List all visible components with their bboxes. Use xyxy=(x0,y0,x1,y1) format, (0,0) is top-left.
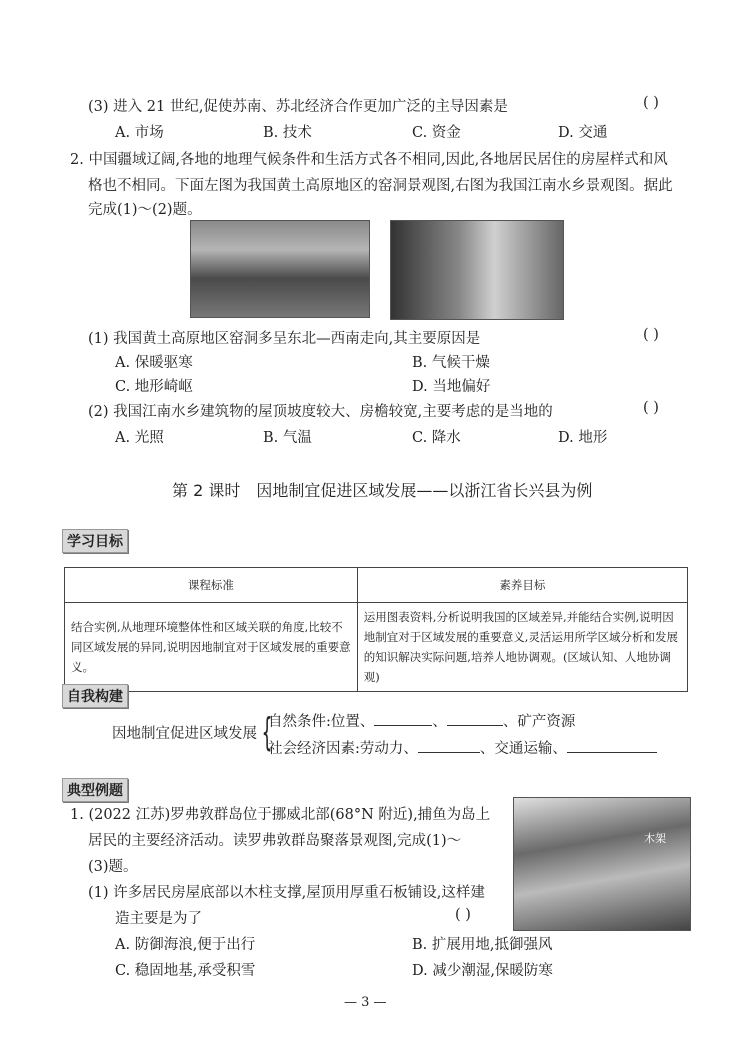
cave-dwelling-photo xyxy=(190,220,370,318)
build-natural xyxy=(268,710,575,731)
option: C. 降水 xyxy=(412,430,461,446)
q3-stem: (3) 进入 21 世纪,促使苏南、苏北经济合作更加广泛的主导因素是 xyxy=(88,99,508,115)
option: C. 资金 xyxy=(412,125,461,141)
brace: { xyxy=(261,710,273,754)
option: B. 气温 xyxy=(263,430,312,446)
label: 、交通运输、 xyxy=(479,741,567,757)
table-header: 课程标准 xyxy=(65,568,358,603)
option: D. 当地偏好 xyxy=(412,379,491,395)
table-cell: 运用图表资料,分析说明我国的区域差异,并能结合实例,说明因地制宜对于区域发展的重要意义,灵活运用所学区域分析和发展的知识解决实际问题,培养人地协调观。(区域认知、人地协调观) xyxy=(357,603,687,692)
photo-label: 木架 xyxy=(644,832,666,845)
example-stem-line: 1. (2022 江苏)罗弗敦群岛位于挪威北部(68°N 附近),捕鱼为岛上 xyxy=(70,807,491,823)
option: B. 气候干燥 xyxy=(412,355,490,371)
option: D. 交通 xyxy=(558,125,608,141)
example-sub1-stem: (1) 许多居民房屋底部以木柱支撑,屋顶用厚重石板铺设,这样建 xyxy=(88,885,485,901)
option: A. 光照 xyxy=(115,430,164,446)
label: 、矿产资源 xyxy=(502,714,576,730)
build-social xyxy=(268,737,657,758)
answer-paren: ( ) xyxy=(455,907,471,923)
option: A. 防御海浪,便于出行 xyxy=(115,937,256,953)
q2-stem-line: 2. 中国疆域辽阔,各地的地理气候条件和生活方式各不相同,因此,各地居民居住的房屋样式和风 xyxy=(70,152,668,168)
section-tag-example: 典型例题 xyxy=(62,778,128,802)
answer-paren: ( ) xyxy=(643,400,659,416)
q2-stem-line: 格也不相同。下面左图为我国黄土高原地区的窑洞景观图,右图为我国江南水乡景观图。据此 xyxy=(88,178,673,194)
lofoten-settlement-photo xyxy=(513,797,691,931)
answer-paren: ( ) xyxy=(643,327,659,343)
option: D. 地形 xyxy=(558,430,608,446)
answer-paren: ( ) xyxy=(643,95,659,111)
label: 、 xyxy=(432,714,447,730)
page-number: — 3 — xyxy=(344,995,387,1010)
table-cell: 结合实例,从地理环境整体性和区域关联的角度,比较不同区域发展的异同,说明因地制宜对于区域发展的重要意义。 xyxy=(65,603,358,692)
fill-blank[interactable] xyxy=(418,738,480,753)
q2-sub1-stem: (1) 我国黄土高原地区窑洞多呈东北—西南走向,其主要原因是 xyxy=(88,331,481,347)
fill-blank[interactable] xyxy=(567,738,657,753)
q2-stem-line: 完成(1)～(2)题。 xyxy=(88,202,202,218)
label: 社会经济因素:劳动力、 xyxy=(268,741,418,757)
q2-sub2-stem: (2) 我国江南水乡建筑物的屋顶坡度较大、房檐较宽,主要考虑的是当地的 xyxy=(88,404,553,420)
fill-blank[interactable] xyxy=(374,711,432,726)
example-stem-line: 居民的主要经济活动。读罗弗敦群岛聚落景观图,完成(1)～ xyxy=(88,833,462,849)
table-header: 素养目标 xyxy=(357,568,687,603)
goals-table xyxy=(64,567,688,692)
label: 自然条件:位置、 xyxy=(268,714,375,730)
option: D. 减少潮湿,保暖防寒 xyxy=(412,963,553,979)
option: B. 技术 xyxy=(263,125,312,141)
option: C. 稳固地基,承受积雪 xyxy=(115,963,256,979)
build-root: 因地制宜促进区域发展 xyxy=(112,726,257,742)
option: A. 市场 xyxy=(115,125,164,141)
option: B. 扩展用地,抵御强风 xyxy=(412,937,553,953)
section-tag-build: 自我构建 xyxy=(62,684,128,708)
fill-blank[interactable] xyxy=(447,711,503,726)
example-stem-line: (3)题。 xyxy=(88,859,138,875)
water-town-photo xyxy=(390,220,564,320)
option: A. 保暖驱寒 xyxy=(115,355,193,371)
example-sub1-stem: 造主要是为了 xyxy=(115,911,202,927)
option: C. 地形崎岖 xyxy=(115,379,193,395)
lesson-title: 第 2 课时 因地制宜促进区域发展——以浙江省长兴县为例 xyxy=(172,481,593,500)
section-tag-goals: 学习目标 xyxy=(62,529,128,553)
